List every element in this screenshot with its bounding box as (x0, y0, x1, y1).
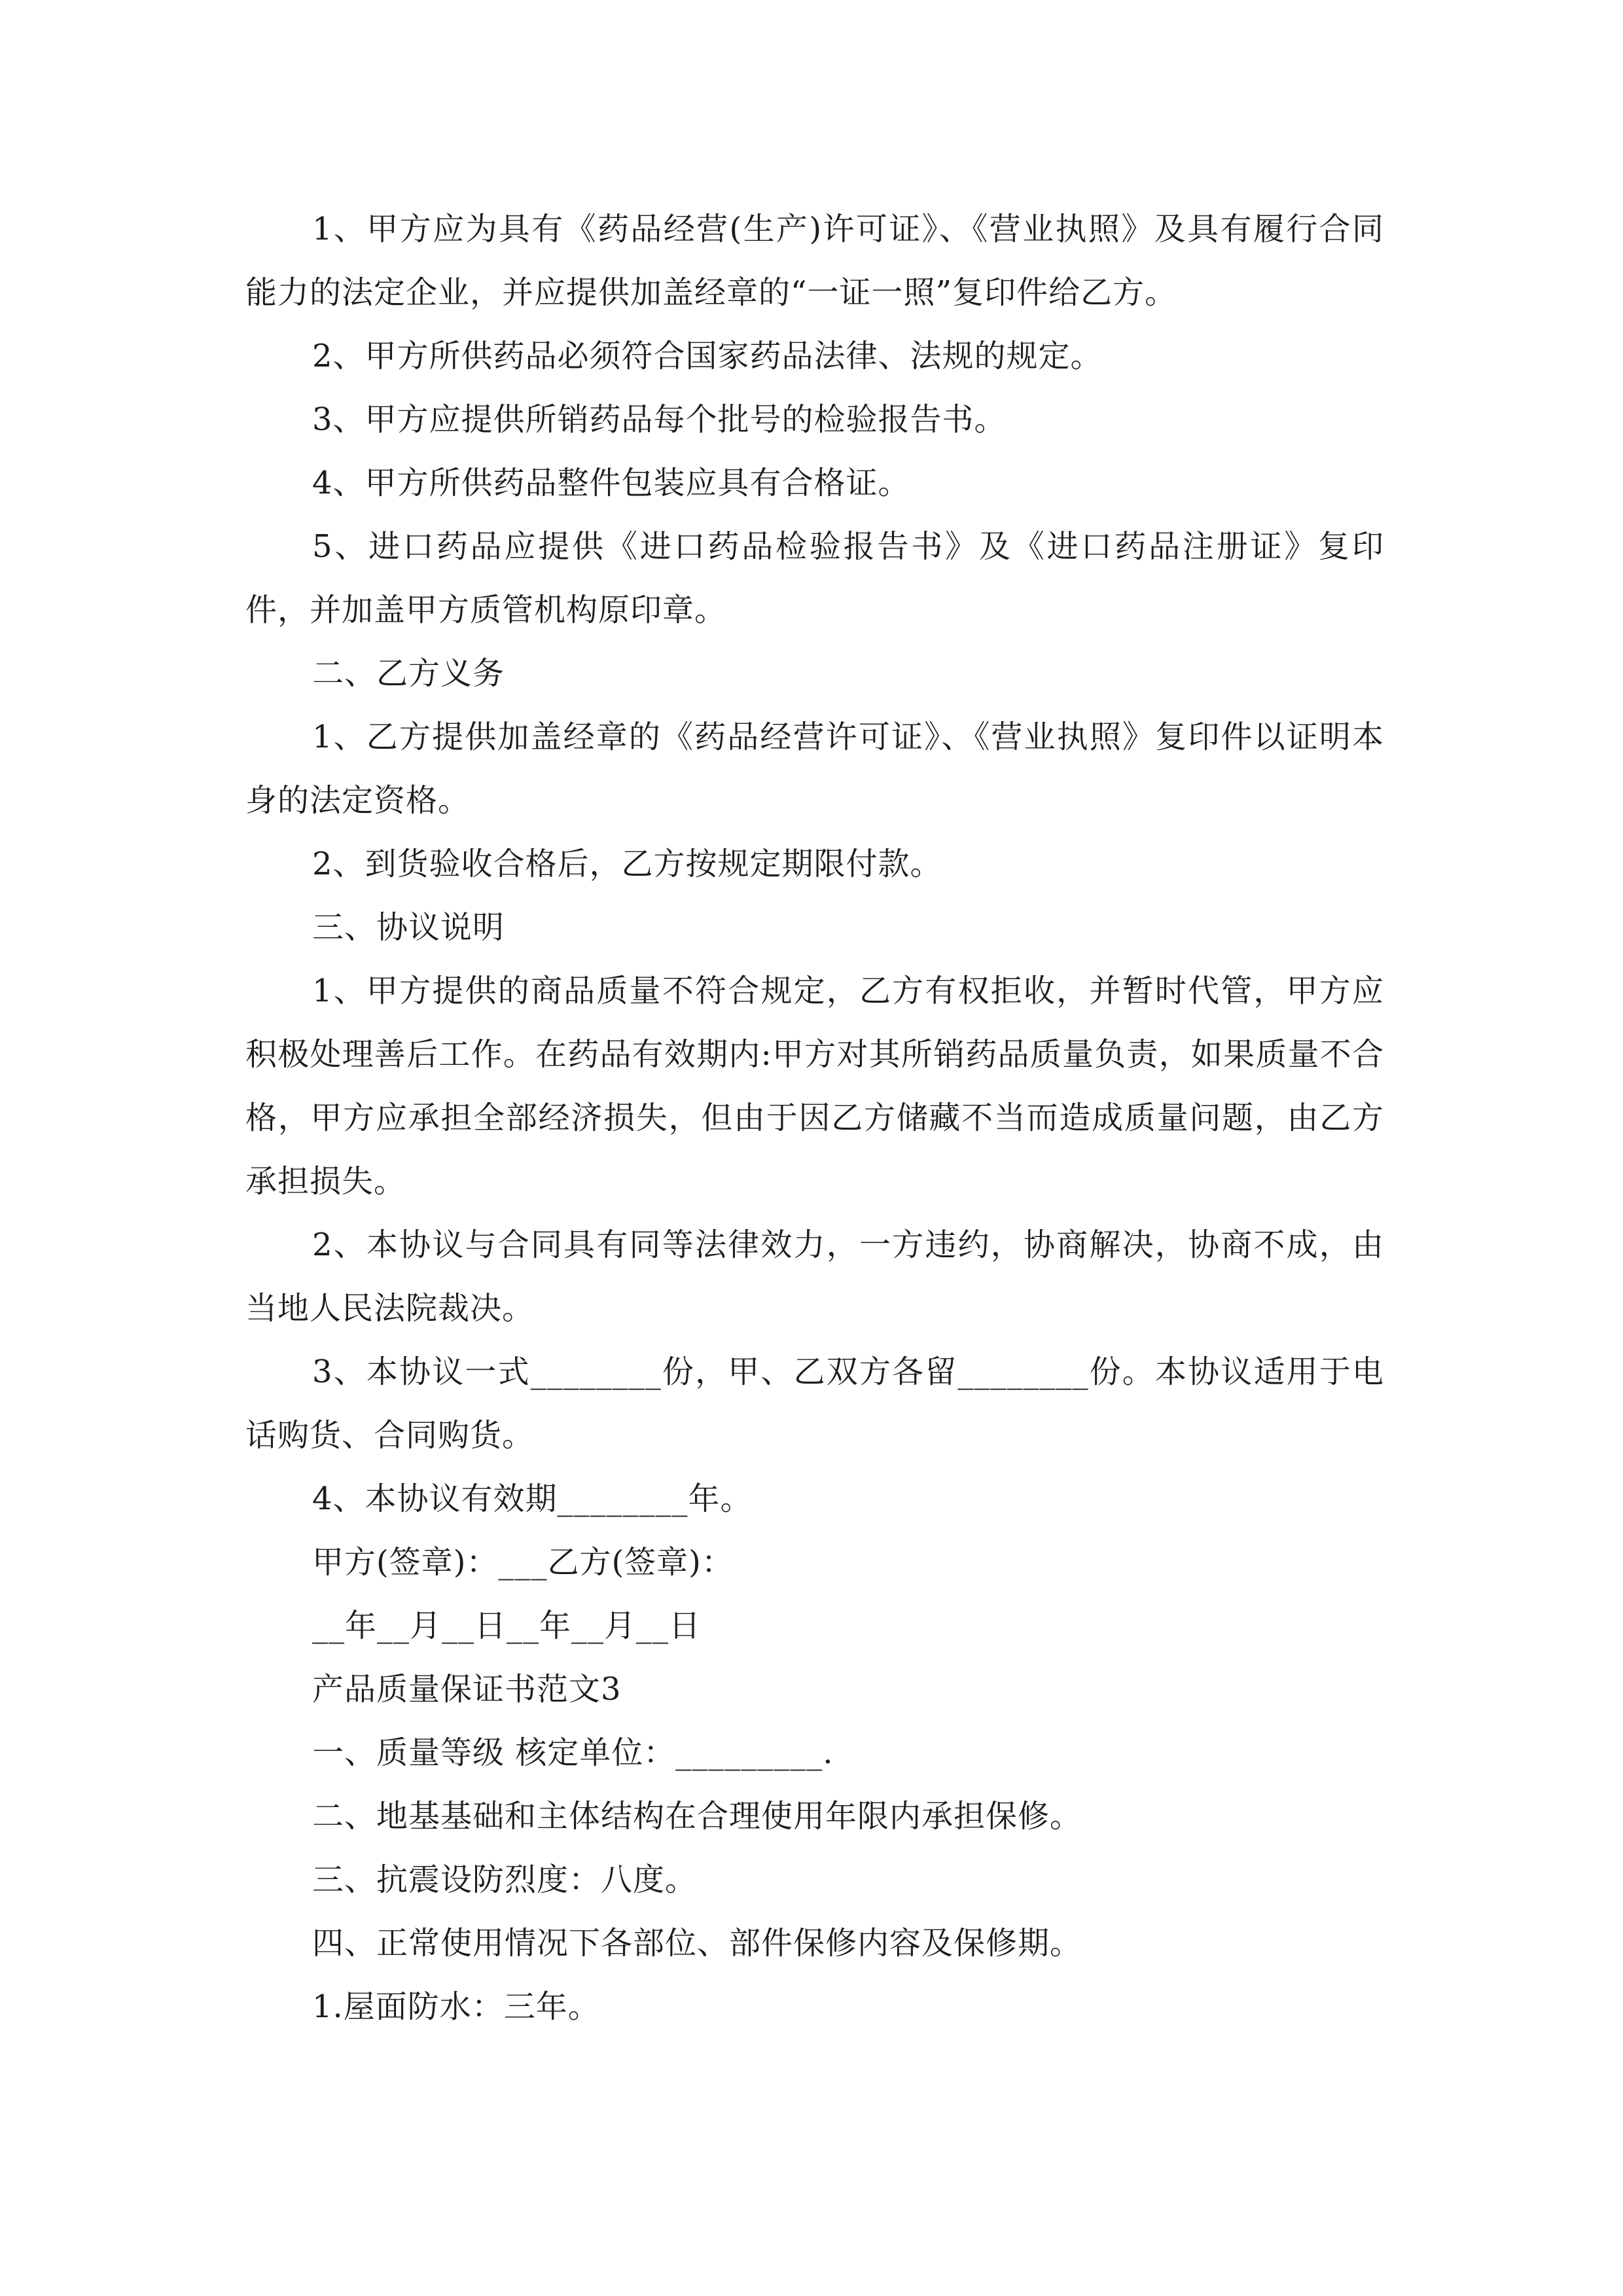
heading-party-b-obligations: 二、乙方义务 (312, 655, 505, 692)
date-line: __年__月__日__年__月__日 (312, 1607, 702, 1644)
signature-line: 甲方(签章)：___乙方(签章)： (312, 1544, 734, 1581)
item-foundation-warranty: 二、地基基础和主体结构在合理使用年限内承担保修。 (312, 1798, 1082, 1835)
paragraph-party-a-license: 1、甲方应为具有《药品经营(生产)许可证》、《营业执照》及具有履行合同能力的法定企业，并应提供加盖经章的“一证一照”复印件给乙方。 (245, 211, 1384, 311)
heading-agreement-notes: 三、协议说明 (312, 909, 505, 946)
paragraph-party-b-payment: 2、到货验收合格后，乙方按规定期限付款。 (312, 846, 942, 882)
paragraph-party-a-packaging: 4、甲方所供药品整件包装应具有合格证。 (312, 465, 910, 501)
paragraph-quality-liability: 1、甲方提供的商品质量不符合规定，乙方有权拒收，并暂时代管，甲方应积极处理善后工作。在药品有效期内:甲方对其所销药品质量负责，如果质量不合格，甲方应承担全部经济损失，但由于因乙方储藏不当而造成质量问题，由乙方承担损失。 (245, 973, 1384, 1200)
section-title-sample-3: 产品质量保证书范文3 (312, 1671, 622, 1708)
item-roof-waterproofing: 1.屋面防水：三年。 (312, 1988, 600, 2025)
paragraph-imported-drugs: 5、进口药品应提供《进口药品检验报告书》及《进口药品注册证》复印件，并加盖甲方质管机构原印章。 (245, 528, 1384, 628)
paragraph-validity: 4、本协议有效期________年。 (312, 1480, 753, 1517)
item-quality-grade: 一、质量等级 核定单位：_________. (312, 1734, 834, 1771)
item-warranty-content: 四、正常使用情况下各部位、部件保修内容及保修期。 (312, 1925, 1082, 1962)
paragraph-party-b-license: 1、乙方提供加盖经章的《药品经营许可证》、《营业执照》复印件以证明本身的法定资格。 (245, 719, 1384, 819)
paragraph-copies: 3、本协议一式________份，甲、乙双方各留________份。本协议适用于电话购货、合同购货。 (245, 1354, 1384, 1454)
paragraph-legal-effect: 2、本协议与合同具有同等法律效力，一方违约，协商解决，协商不成，由当地人民法院裁决。 (245, 1227, 1384, 1327)
paragraph-party-a-inspection: 3、甲方应提供所销药品每个批号的检验报告书。 (312, 401, 1007, 438)
item-seismic-intensity: 三、抗震设防烈度：八度。 (312, 1861, 698, 1898)
paragraph-party-a-compliance: 2、甲方所供药品必须符合国家药品法律、法规的规定。 (312, 338, 1103, 374)
